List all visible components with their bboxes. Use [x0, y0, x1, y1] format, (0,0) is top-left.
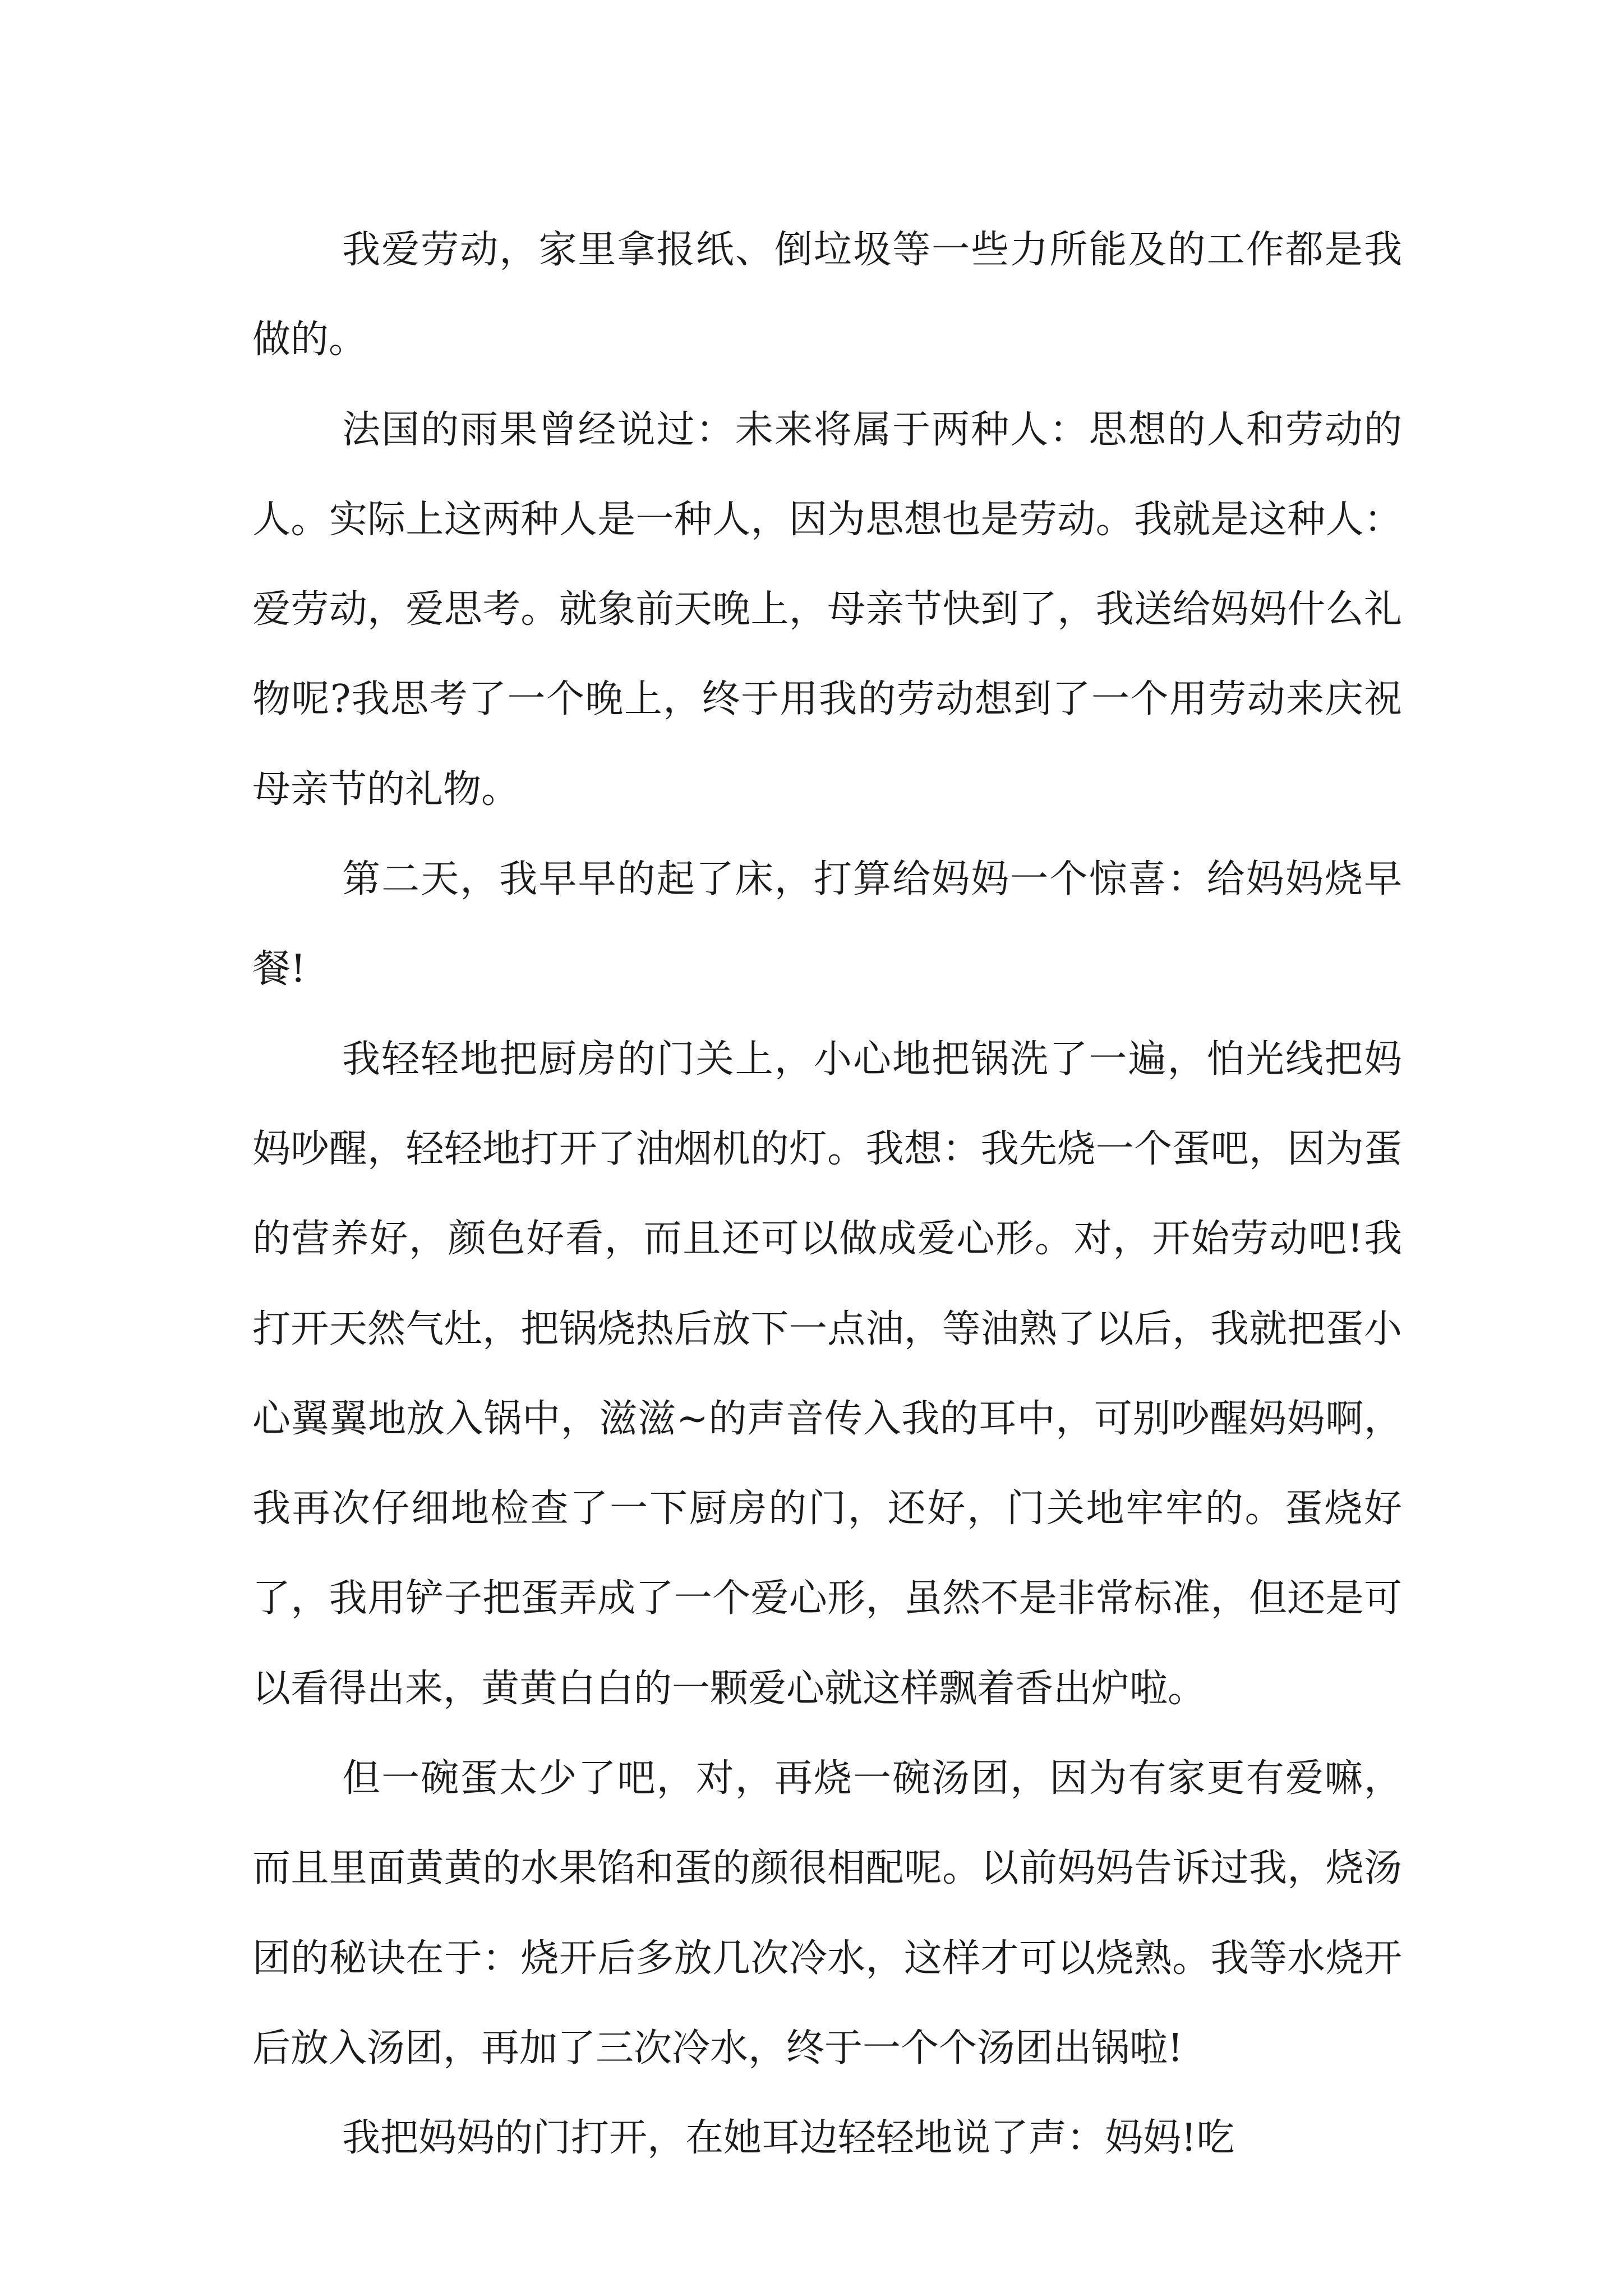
paragraph-3: 第二天，我早早的起了床，打算给妈妈一个惊喜：给妈妈烧早餐! — [252, 857, 1402, 992]
paragraph-6: 我把妈妈的门打开，在她耳边轻轻地说了声：妈妈!吃 — [342, 2116, 1235, 2161]
paragraph-4: 我轻轻地把厨房的门关上，小心地把锅洗了一遍，怕光线把妈妈吵醒，轻轻地打开了油烟机的灯。我想：我先烧一个蛋吧，因为蛋的营养好，颜色好看，而且还可以做成爱心形。对，开始劳动吧!我打开天然气灶，把锅烧热后放下一点油，等油熟了以后，我就把蛋小心翼翼地放入锅中，滋滋~的声音传入我的耳中，可别吵醒妈妈啊，我再次仔细地检查了一下厨房的门，还好，门关地牢牢的。蛋烧好了，我用铲子把蛋弄成了一个爱心形，虽然不是非常标准，但还是可以看得出来，黄黄白白的一颗爱心就这样飘着香出炉啦。 — [252, 1037, 1402, 1711]
article-body — [252, 205, 1402, 2184]
paragraph-1: 我爱劳动，家里拿报纸、倒垃圾等一些力所能及的工作都是我做的。 — [252, 228, 1402, 362]
paragraph-2: 法国的雨果曾经说过：未来将属于两种人：思想的人和劳动的人。实际上这两种人是一种人，因为思想也是劳动。我就是这种人：爱劳动，爱思考。就象前天晚上，母亲节快到了，我送给妈妈什么礼物呢?我思考了一个晚上，终于用我的劳动想到了一个用劳动来庆祝母亲节的礼物。 — [252, 407, 1402, 812]
paragraph-5: 但一碗蛋太少了吧，对，再烧一碗汤团，因为有家更有爱嘛，而且里面黄黄的水果馅和蛋的颜很相配呢。以前妈妈告诉过我，烧汤团的秘诀在于：烧开后多放几次冷水，这样才可以烧熟。我等水烧开后放入汤团，再加了三次冷水，终于一个个汤团出锅啦! — [252, 1756, 1402, 2070]
